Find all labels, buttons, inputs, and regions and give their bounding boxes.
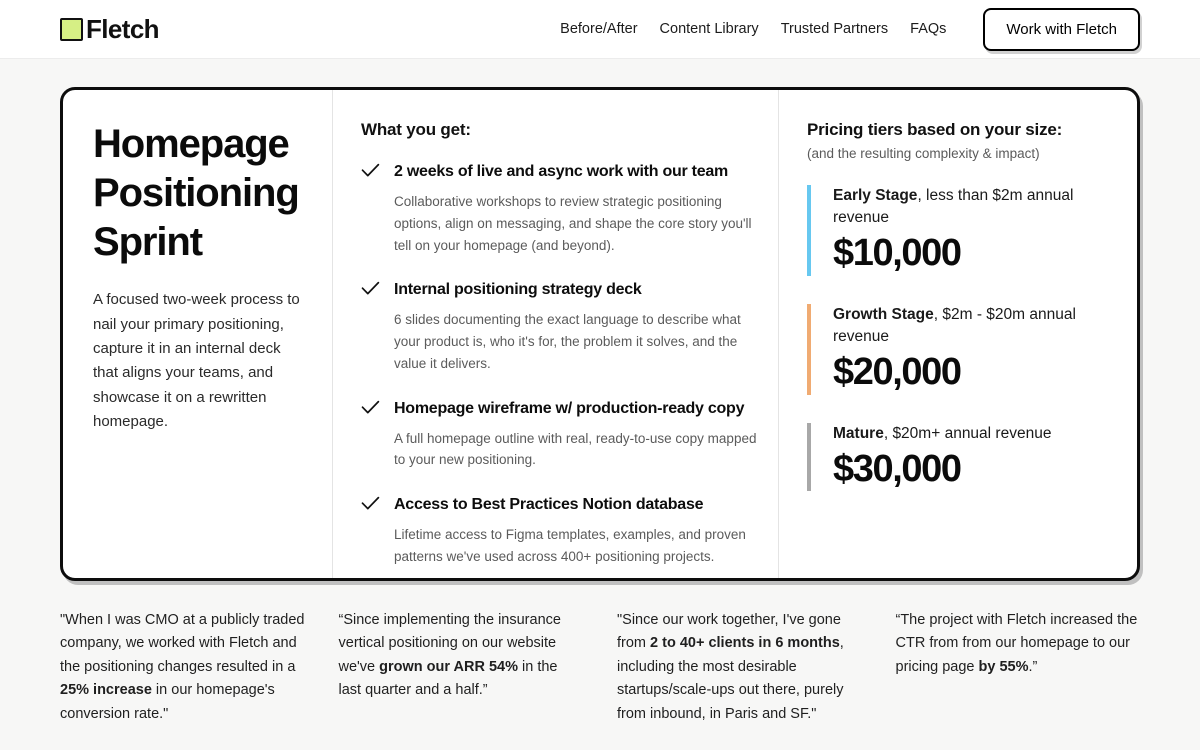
feature-description: 6 slides documenting the exact language to describe what your product is, who it's for, the problem it solves, and the value it delivers. [394, 312, 741, 371]
quote-text-pre: “The project with Fletch increased the CTR from from our homepage to our pricing page [895, 612, 1138, 675]
feature-item [361, 280, 758, 374]
tier-price: $30,000 [833, 447, 961, 490]
pricing-heading: Pricing tiers based on your size: [807, 120, 1063, 139]
quote-text-post: .” [1028, 658, 1038, 675]
feature-item [361, 162, 758, 256]
quote-text-pre: “Since implementing the insurance vertical positioning on our website we've [338, 612, 561, 675]
primary-nav [560, 8, 1140, 51]
tier-label [833, 423, 1113, 445]
tier-price: $10,000 [833, 232, 961, 274]
brand-logo[interactable] [60, 16, 159, 42]
tier-qualifier: , $2m - $20m annual revenue [833, 305, 1076, 345]
page-body [0, 59, 1200, 581]
feature-title: Access to Best Practices Notion database [394, 496, 704, 514]
quote-text-post: in our homepage's conversion rate." [60, 682, 275, 722]
work-with-fletch-button[interactable]: Work with Fletch [983, 8, 1140, 51]
pricing-column [779, 90, 1137, 578]
pricing-tier-growth-stage [807, 304, 1113, 395]
tier-name: Growth Stage [833, 305, 934, 323]
features-heading: What you get: [361, 120, 471, 139]
feature-item [361, 495, 758, 568]
quote-text-post: in the last quarter and a half.” [338, 658, 558, 699]
pricing-tier-mature [807, 423, 1113, 492]
quote-text-post: , including the most desirable startups/scale-ups out there, purely from inbound, in Paris and SF." [617, 635, 844, 722]
check-icon [361, 399, 380, 472]
quote-highlight: by 55% [978, 658, 1029, 675]
feature-title: Homepage wireframe w/ production-ready copy [394, 399, 745, 417]
nav-item-content-library[interactable]: Content Library [659, 21, 759, 37]
pricing-tiers [807, 185, 1113, 491]
tier-label [833, 304, 1113, 348]
check-icon [361, 495, 380, 568]
offer-card [60, 87, 1140, 581]
testimonial-quote [896, 609, 1141, 726]
tier-name: Early Stage [833, 187, 918, 204]
nav-item-trusted-partners[interactable]: Trusted Partners [780, 21, 889, 37]
check-icon [361, 162, 380, 256]
features-list [361, 162, 758, 568]
testimonial-quote [339, 609, 618, 726]
page-title: Homepage Positioning Sprint [93, 122, 299, 264]
testimonial-quote [617, 609, 896, 726]
tier-price: $20,000 [833, 350, 961, 393]
quote-highlight: grown our ARR 54% [379, 658, 518, 675]
offer-summary-column [63, 90, 333, 578]
testimonials-row [0, 581, 1200, 726]
quote-highlight: 25% increase [60, 682, 152, 699]
tier-name: Mature [833, 424, 884, 442]
feature-title: Internal positioning strategy deck [394, 281, 642, 299]
feature-title: 2 weeks of live and async work with our team [394, 163, 729, 180]
features-column [333, 90, 779, 578]
testimonial-quote [60, 609, 339, 726]
brand-name: Fletch [86, 14, 159, 44]
feature-description: Lifetime access to Figma templates, examples, and proven patterns we've used across 400+ positioning projects. [394, 527, 746, 564]
pricing-tier-early-stage [807, 185, 1113, 276]
fletch-square-icon [60, 18, 83, 41]
quote-text-pre: "When I was CMO at a publicly traded company, we worked with Fletch and the positioning changes resulted in a [60, 612, 305, 675]
quote-highlight: 2 to 40+ clients in 6 months [650, 635, 840, 652]
feature-description: Collaborative workshops to review strategic positioning options, align on messaging, and shape the core story you'll tell on your homepage (and beyond). [394, 193, 752, 253]
offer-description: A focused two-week process to nail your primary positioning, capture it in an internal deck that aligns your teams, and showcase it on a rewritten homepage. [93, 291, 300, 430]
pricing-subheading: (and the resulting complexity & impact) [807, 146, 1040, 161]
quote-text-pre: "Since our work together, I've gone from [617, 612, 841, 652]
tier-label [833, 185, 1113, 229]
check-icon [361, 280, 380, 374]
tier-qualifier: , $20m+ annual revenue [883, 424, 1052, 442]
tier-qualifier: , less than $2m annual revenue [833, 187, 1074, 226]
feature-description: A full homepage outline with real, ready-to-use copy mapped to your new positioning. [394, 430, 757, 468]
feature-item [361, 399, 758, 472]
nav-item-faqs[interactable]: FAQs [910, 21, 947, 37]
nav-item-before-after[interactable]: Before/After [560, 21, 638, 37]
site-header [0, 0, 1200, 59]
